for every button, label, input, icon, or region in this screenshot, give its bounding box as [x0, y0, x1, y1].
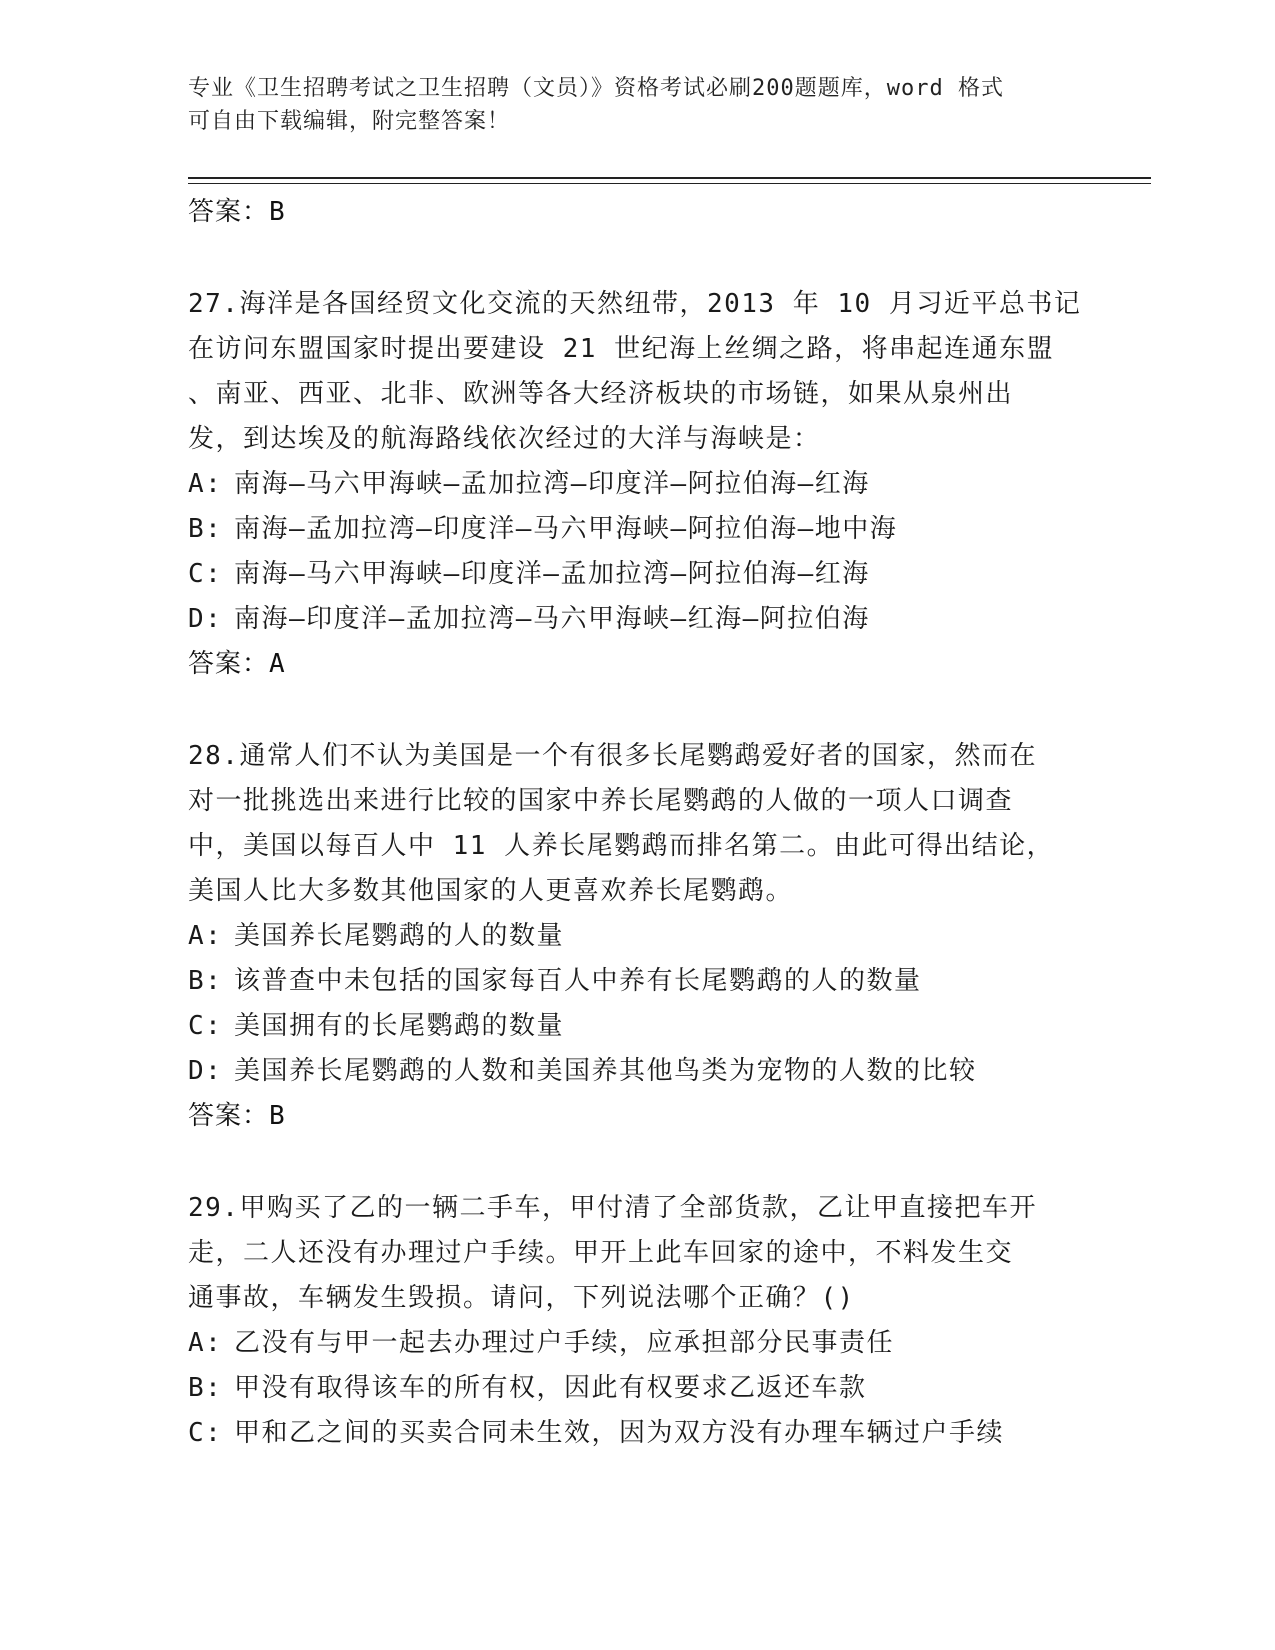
option-text: 南海—马六甲海峡—印度洋—孟加拉湾—阿拉伯海—红海 — [234, 559, 870, 589]
option-b — [188, 959, 1088, 1004]
option-c — [188, 1004, 1088, 1049]
question-stem-line: 通事故，车辆发生毁损。请问，下列说法哪个正确？() — [188, 1283, 855, 1313]
option-letter: A: — [188, 921, 223, 951]
header-line-1: 专业《卫生招聘考试之卫生招聘（文员）》资格考试必刷200题题库，word 格式 — [188, 76, 1004, 101]
answer-line: 答案：A — [188, 649, 286, 679]
question-stem-line: 美国人比大多数其他国家的人更喜欢养长尾鹦鹉。 — [188, 876, 794, 906]
option-c — [188, 552, 1088, 597]
option-letter: C: — [188, 1418, 223, 1448]
option-b — [188, 1366, 1088, 1411]
spacer — [188, 1138, 1088, 1186]
spacer — [188, 686, 1088, 734]
option-letter: B: — [188, 966, 223, 996]
option-letter: A: — [188, 1328, 223, 1358]
header-divider-thick — [188, 177, 1151, 179]
question-stem-line: 29.甲购买了乙的一辆二手车，甲付清了全部货款，乙让甲直接把车开 — [188, 1193, 1037, 1223]
option-letter: D: — [188, 604, 223, 634]
question-block — [188, 282, 1088, 686]
option-a — [188, 1321, 1088, 1366]
question-block — [188, 1186, 1088, 1456]
question-stem-line: 发，到达埃及的航海路线依次经过的大洋与海峡是： — [188, 424, 821, 454]
question-stem — [188, 1186, 1088, 1321]
question-stem — [188, 734, 1088, 914]
question-stem-line: 中，美国以每百人中 11 人养长尾鹦鹉而排名第二。由此可得出结论， — [188, 831, 1055, 861]
question-stem-line: 28.通常人们不认为美国是一个有很多长尾鹦鹉爱好者的国家，然而在 — [188, 741, 1037, 771]
option-text: 美国养长尾鹦鹉的人数和美国养其他鸟类为宠物的人数的比较 — [234, 1056, 977, 1086]
option-b — [188, 507, 1088, 552]
option-text: 南海—孟加拉湾—印度洋—马六甲海峡—阿拉伯海—地中海 — [234, 514, 898, 544]
option-letter: A: — [188, 469, 223, 499]
option-text: 美国养长尾鹦鹉的人的数量 — [234, 921, 565, 951]
question-stem-line: 27.海洋是各国经贸文化交流的天然纽带，2013 年 10 月习近平总书记 — [188, 289, 1082, 319]
question-stem-line: 对一批挑选出来进行比较的国家中养长尾鹦鹉的人做的一项人口调查 — [188, 786, 1014, 816]
option-d — [188, 1049, 1088, 1094]
option-text: 南海—马六甲海峡—孟加拉湾—印度洋—阿拉伯海—红海 — [234, 469, 870, 499]
option-letter: C: — [188, 1011, 223, 1041]
spacer — [188, 234, 1088, 282]
option-a — [188, 914, 1088, 959]
option-text: 甲和乙之间的买卖合同未生效，因为双方没有办理车辆过户手续 — [234, 1418, 1005, 1448]
document-header — [188, 72, 1088, 138]
question-block — [188, 734, 1088, 1138]
question-stem-line: 在访问东盟国家时提出要建设 21 世纪海上丝绸之路，将串起连通东盟 — [188, 334, 1055, 364]
answer-line: 答案：B — [188, 197, 286, 227]
option-d — [188, 597, 1088, 642]
answer-line: 答案：B — [188, 1101, 286, 1131]
option-text: 南海—印度洋—孟加拉湾—马六甲海峡—红海—阿拉伯海 — [234, 604, 870, 634]
question-stem-line: 走，二人还没有办理过户手续。甲开上此车回家的途中，不料发生交 — [188, 1238, 1014, 1268]
option-letter: C: — [188, 559, 223, 589]
option-letter: D: — [188, 1056, 223, 1086]
option-text: 乙没有与甲一起去办理过户手续，应承担部分民事责任 — [234, 1328, 895, 1358]
option-text: 美国拥有的长尾鹦鹉的数量 — [234, 1011, 565, 1041]
option-text: 甲没有取得该车的所有权，因此有权要求乙返还车款 — [234, 1373, 867, 1403]
header-line-2: 可自由下载编辑，附完整答案！ — [188, 109, 511, 134]
question-stem — [188, 282, 1088, 462]
option-a — [188, 462, 1088, 507]
document-body — [188, 190, 1088, 1456]
option-letter: B: — [188, 514, 223, 544]
question-stem-line: 、南亚、西亚、北非、欧洲等各大经济板块的市场链，如果从泉州出 — [188, 379, 1014, 409]
header-divider-thin — [188, 183, 1151, 184]
option-letter: B: — [188, 1373, 223, 1403]
option-text: 该普查中未包括的国家每百人中养有长尾鹦鹉的人的数量 — [234, 966, 922, 996]
option-c — [188, 1411, 1088, 1456]
